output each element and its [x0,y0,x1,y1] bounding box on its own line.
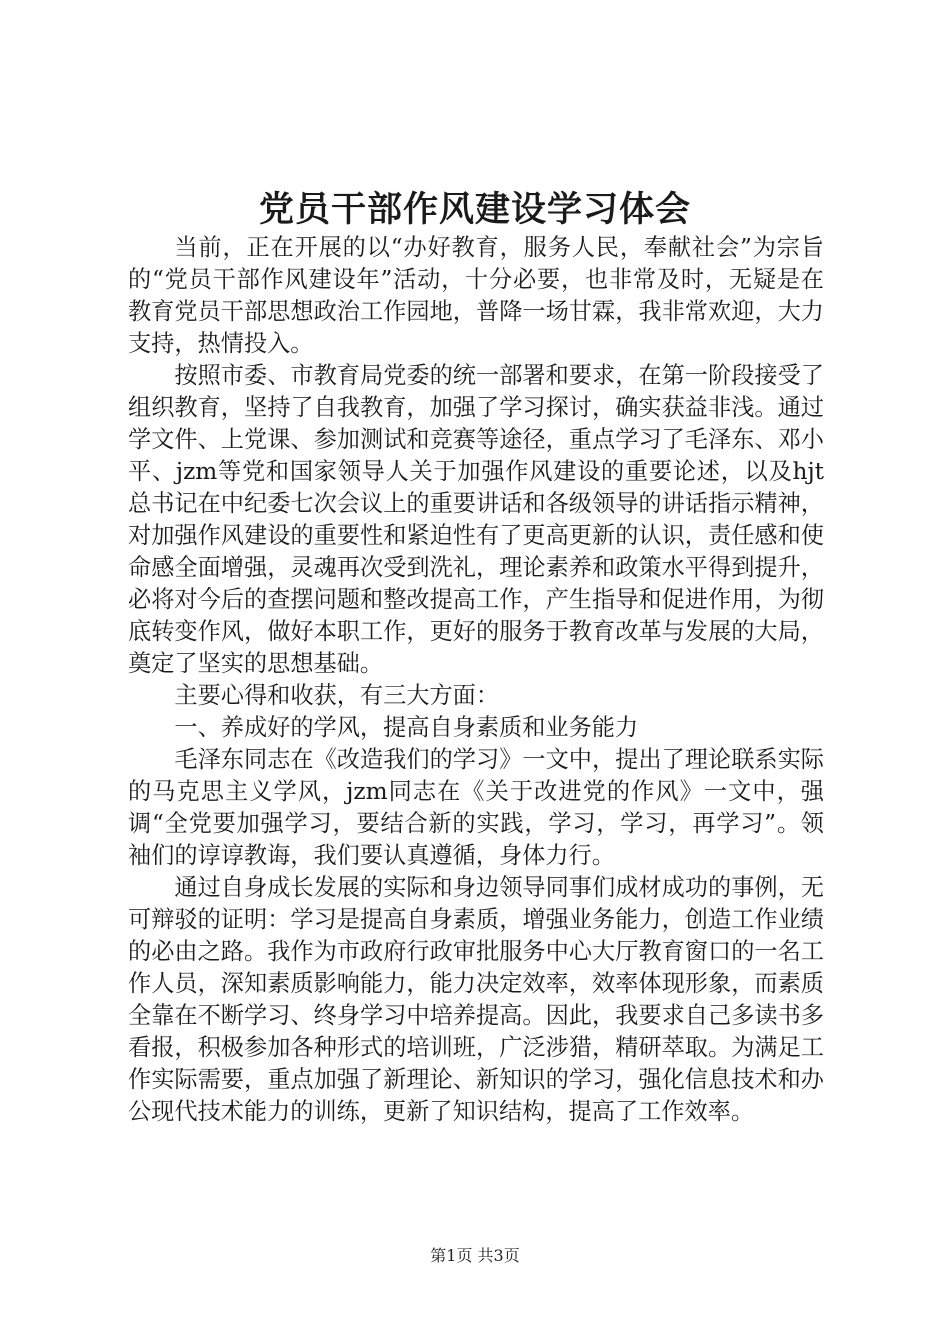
page-title: 党员干部作风建设学习体会 [258,190,691,230]
page-number-footer: 第1页 共3页 [430,1246,520,1265]
paragraph-gains-lead: 主要心得和收获，有三大方面： [174,682,500,709]
paragraph-study-summary: 按照市委、市教育局党委的统一部署和要求，在第一阶段接受了组织教育，坚持了自我教育，加强了学习探讨，确实获益非浅。通过学文件、上党课、参加测试和竞赛等途径，重点学习了毛泽东、邓小平、jzm等党和国家领导人关于加强作风建设的重要论述，以及hjt总书记在中纪委七次会议上的重要讲话和各级领导的讲话指示精神，对加强作风建设的重要性和紧迫性有了更高更新的认识，责任感和使命感全面增强，灵魂再次受到洗礼，理论素养和政策水平得到提升，必将对今后的查摆问题和整改提高工作，产生指导和促进作用，为彻底转变作风，做好本职工作，更好的服务于教育改革与发展的大局，奠定了坚实的思想基础。 [128,362,824,677]
section-heading-one: 一、养成好的学风，提高自身素质和业务能力 [174,714,639,741]
paragraph-study-style: 毛泽东同志在《改造我们的学习》一文中，提出了理论联系实际的马克思主义学风，jzm同志在《关于改进党的作风》一文中，强调“全党要加强学习，要结合新的实践，学习，学习，再学习”。领袖们的谆谆教诲，我们要认真遵循，身体力行。 [128,746,824,869]
paragraph-learning-practice: 通过自身成长发展的实际和身边领导同事们成材成功的事例，无可辩驳的证明：学习是提高自身素质，增强业务能力，创造工作业绩的必由之路。我作为市政府行政审批服务中心大厅教育窗口的一名工作人员，深知素质影响能力，能力决定效率，效率体现形象，而素质全靠在不断学习、终身学习中培养提高。因此，我要求自己多读书多看报，积极参加各种形式的培训班，广泛涉猎，精研萃取。为满足工作实际需要，重点加强了新理论、新知识的学习，强化信息技术和办公现代技术能力的训练，更新了知识结构，提高了工作效率。 [128,874,824,1125]
document-body [128,232,824,1128]
paragraph-intro: 当前，正在开展的以“办好教育，服务人民，奉献社会”为宗旨的“党员干部作风建设年”活动，十分必要，也非常及时，无疑是在教育党员干部思想政治工作园地，普降一场甘霖，我非常欢迎，大力支持，热情投入。 [128,234,824,357]
